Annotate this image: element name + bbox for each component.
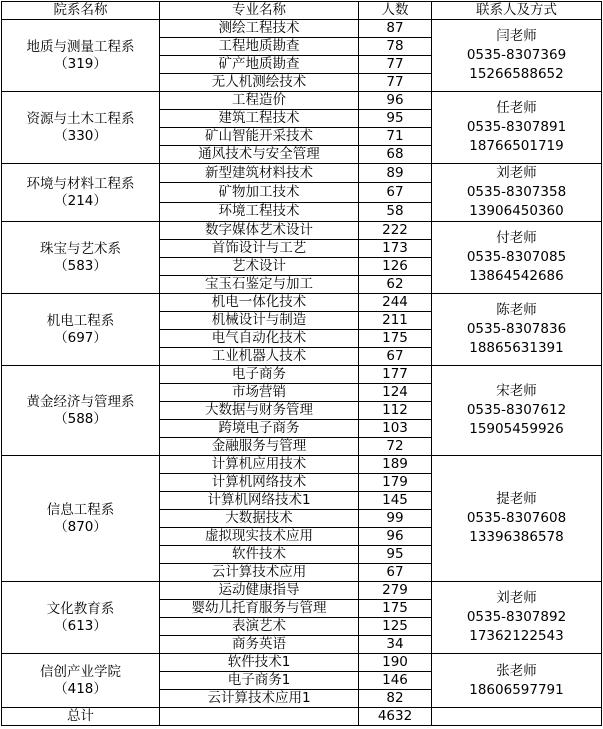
department-total: （870） [54,518,107,535]
major-name: 新型建筑材料技术 [160,164,359,183]
contact-phone: 0535-8307608 [466,510,567,526]
contact-phone: 0535-8307891 [466,119,567,135]
department-total: （319） [54,55,107,72]
total-label: 总计 [2,708,160,726]
major-count: 82 [359,690,432,708]
major-name: 无人机测绘技术 [160,74,359,92]
contact-phone: 18606597791 [469,681,564,698]
major-count: 177 [359,366,432,384]
major-count: 72 [359,438,432,456]
major-name: 运动健康指导 [160,582,359,600]
table-row [2,456,602,474]
contact-name: 闫老师 [496,28,537,44]
major-name: 计算机网络技术 [160,474,359,492]
department-total: （418） [54,680,107,697]
contact-name: 刘老师 [496,165,537,181]
major-name: 机械设计与制造 [160,312,359,330]
contact-phone: 18865631391 [469,340,564,356]
major-count: 99 [359,510,432,528]
major-name: 商务英语 [160,636,359,654]
major-count: 58 [359,202,432,221]
major-count: 126 [359,258,432,276]
major-name: 大数据技术 [160,510,359,528]
major-count: 71 [359,128,432,146]
major-name: 虚拟现实技术应用 [160,528,359,546]
table-row [2,294,602,312]
department-total: （583） [54,257,107,274]
contact-phone: 0535-8307358 [466,184,567,200]
contact-name: 张老师 [496,662,537,679]
contact-name: 付老师 [496,230,537,246]
major-count: 279 [359,582,432,600]
contact-name: 刘老师 [496,590,537,606]
major-name: 建筑工程技术 [160,110,359,128]
contact-phone: 0535-8307612 [466,402,567,418]
department-total: （330） [54,127,107,144]
major-count: 112 [359,402,432,420]
table-row [2,366,602,384]
major-count: 77 [359,56,432,74]
table-row [2,654,602,672]
major-name: 金融服务与管理 [160,438,359,456]
department-cell [2,164,160,222]
major-name: 矿山智能开采技术 [160,128,359,146]
contact-cell [432,164,602,222]
contact-phone: 18766501719 [469,138,564,154]
contact-cell [432,366,602,456]
major-name: 跨境电子商务 [160,420,359,438]
major-name: 软件技术 [160,546,359,564]
major-count: 77 [359,74,432,92]
department-total: （697） [54,329,107,346]
contact-phone: 13906450360 [469,203,564,219]
total-spacer [160,708,359,726]
major-count: 78 [359,38,432,56]
major-count: 68 [359,146,432,164]
contact-phone: 0535-8307892 [466,609,567,625]
header-count: 人数 [359,2,432,20]
major-name: 机电一体化技术 [160,294,359,312]
total-value: 4632 [359,708,432,726]
contact-cell [432,222,602,294]
major-name: 云计算技术应用 [160,564,359,582]
department-name: 信息工程系 [46,501,115,518]
major-name: 通风技术与安全管理 [160,146,359,164]
enrollment-table [1,1,602,726]
major-name: 计算机网络技术1 [160,492,359,510]
contact-cell [432,20,602,92]
contact-name: 任老师 [496,100,537,116]
major-name: 电子商务 [160,366,359,384]
major-count: 125 [359,618,432,636]
major-name: 矿产地质勘查 [160,56,359,74]
major-name: 宝玉石鉴定与加工 [160,276,359,294]
major-count: 190 [359,654,432,672]
department-name: 信创产业学院 [40,663,121,680]
major-count: 67 [359,348,432,366]
department-cell [2,222,160,294]
major-count: 87 [359,20,432,38]
contact-phone: 15266588652 [469,66,564,82]
contact-name: 陈老师 [496,302,537,318]
table-row [2,20,602,38]
major-count: 179 [359,474,432,492]
department-total: （588） [54,410,107,427]
department-cell [2,366,160,456]
major-count: 34 [359,636,432,654]
major-name: 工业机器人技术 [160,348,359,366]
major-name: 市场营销 [160,384,359,402]
major-count: 96 [359,528,432,546]
total-row [2,708,602,726]
contact-phone: 13864542686 [469,268,564,284]
major-name: 表演艺术 [160,618,359,636]
major-name: 工程造价 [160,92,359,110]
contact-phone: 13396386578 [469,529,564,545]
department-total: （613） [54,617,107,634]
major-name: 大数据与财务管理 [160,402,359,420]
department-cell [2,294,160,366]
contact-phone: 0535-8307369 [466,47,567,63]
contact-cell [432,582,602,654]
major-count: 175 [359,330,432,348]
header-major: 专业名称 [160,2,359,20]
department-total: （214） [54,192,107,209]
major-count: 89 [359,164,432,183]
major-count: 67 [359,183,432,202]
major-count: 124 [359,384,432,402]
major-name: 云计算技术应用1 [160,690,359,708]
major-name: 电子商务1 [160,672,359,690]
major-count: 211 [359,312,432,330]
department-name: 资源与土木工程系 [26,110,135,127]
major-name: 环境工程技术 [160,202,359,221]
department-cell [2,92,160,164]
major-count: 96 [359,92,432,110]
major-name: 数字媒体艺术设计 [160,222,359,240]
header-row [2,2,602,20]
table-body [2,20,602,708]
major-count: 103 [359,420,432,438]
table-row [2,164,602,183]
major-name: 测绘工程技术 [160,20,359,38]
table-row [2,92,602,110]
major-count: 244 [359,294,432,312]
department-name: 黄金经济与管理系 [26,393,135,410]
major-name: 工程地质勘查 [160,38,359,56]
major-name: 软件技术1 [160,654,359,672]
major-name: 矿物加工技术 [160,183,359,202]
department-name: 珠宝与艺术系 [40,240,121,257]
major-count: 189 [359,456,432,474]
department-name: 机电工程系 [46,312,115,329]
major-count: 67 [359,564,432,582]
major-count: 173 [359,240,432,258]
department-cell [2,456,160,582]
major-name: 计算机应用技术 [160,456,359,474]
table-row [2,582,602,600]
header-department: 院系名称 [2,2,160,20]
contact-cell [432,654,602,708]
major-count: 62 [359,276,432,294]
major-count: 146 [359,672,432,690]
contact-cell [432,456,602,582]
contact-phone: 15905459926 [469,421,564,437]
department-name: 环境与材料工程系 [26,175,135,192]
table-row [2,222,602,240]
major-count: 95 [359,110,432,128]
contact-phone: 0535-8307836 [466,321,567,337]
department-cell [2,20,160,92]
department-cell [2,654,160,708]
contact-cell [432,294,602,366]
major-name: 首饰设计与工艺 [160,240,359,258]
major-name: 艺术设计 [160,258,359,276]
contact-cell [432,92,602,164]
major-count: 222 [359,222,432,240]
contact-name: 宋老师 [496,383,537,399]
major-count: 175 [359,600,432,618]
major-count: 145 [359,492,432,510]
department-name: 地质与测量工程系 [26,38,135,55]
header-contact: 联系人及方式 [432,2,602,20]
department-cell [2,582,160,654]
major-count: 95 [359,546,432,564]
contact-phone: 0535-8307085 [466,249,567,265]
contact-name: 提老师 [496,491,537,507]
major-name: 电气自动化技术 [160,330,359,348]
major-name: 婴幼儿托育服务与管理 [160,600,359,618]
contact-phone: 17362122543 [469,628,564,644]
total-contact-spacer [432,708,602,726]
department-name: 文化教育系 [46,600,115,617]
